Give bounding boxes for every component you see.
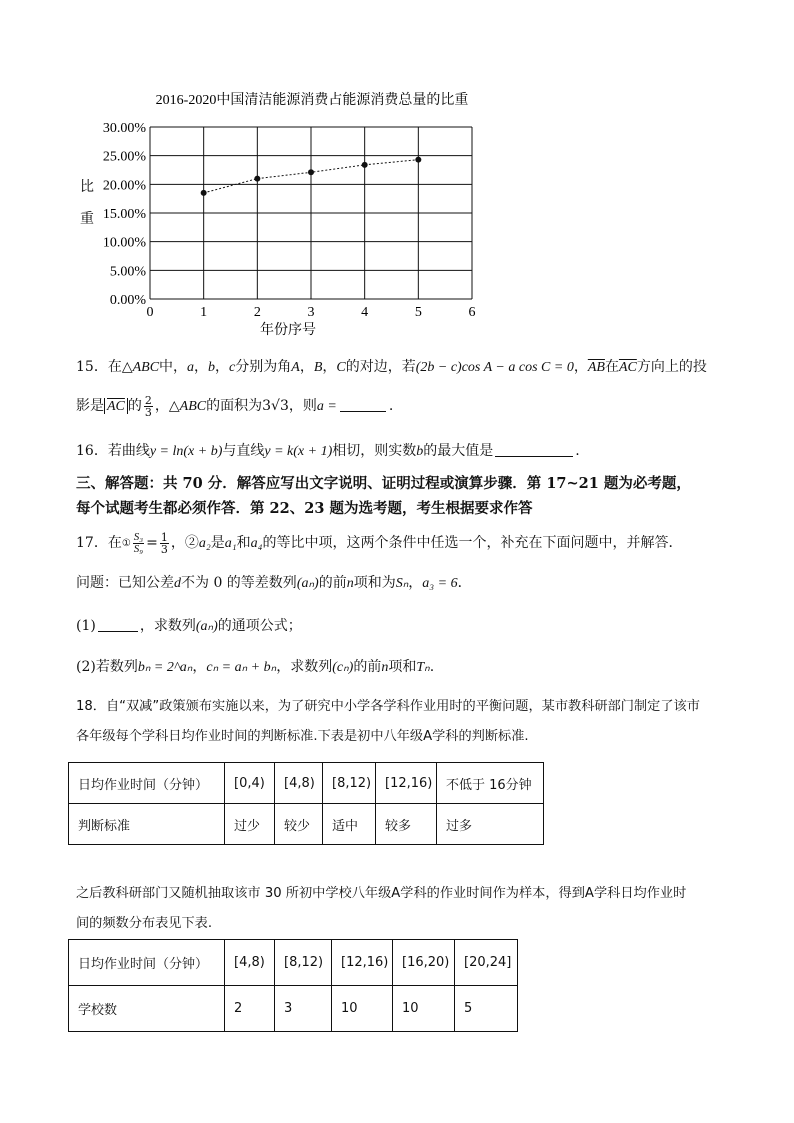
q17-frac-num: 1 xyxy=(160,530,168,544)
q15-abs-ac-vector: $\overline{AC}$ xyxy=(107,399,125,414)
q17-text: 17．在 xyxy=(76,535,122,551)
q15-var-b: b xyxy=(208,360,216,375)
q17-text: ． xyxy=(457,575,472,591)
y-tick-label: 10.00% xyxy=(102,235,146,251)
q15-frac-den: 3 xyxy=(144,405,152,419)
x-tick-label: 5 xyxy=(414,305,422,320)
q15-var-c: c xyxy=(229,360,236,375)
table-cell: [16,20) xyxy=(393,940,455,986)
y-axis-label-char-2: 重 xyxy=(80,212,94,227)
q18-line-3: 之后教科研部门又随机抽取该市 30 所初中学校八年级A学科的作业时间作为样本，得到A学科日均作业时 xyxy=(76,886,687,901)
q17-text: 项和 xyxy=(388,659,417,675)
chart-title: 2016-2020中国清洁能源消费占能源消费总量的比重 xyxy=(155,93,469,108)
q17-text: . xyxy=(429,659,435,675)
q18-line-1: 18．自“双减”政策颁布实施以来，为了研究中小学各学科作业用时的平衡问题，某市教科研部门制定了该市 xyxy=(76,699,700,714)
q16-text: 16．若曲线 xyxy=(76,443,150,459)
frequency-table xyxy=(68,939,518,1032)
q17-cn: cₙ = aₙ + bₙ xyxy=(206,660,277,675)
table-cell: [12,16) xyxy=(376,763,437,804)
q15-var-a: a xyxy=(187,360,195,375)
q15-text: ，△ xyxy=(154,398,180,414)
q15-text: 在 xyxy=(604,359,619,375)
q16-line-equation: y = k(x + 1) xyxy=(264,444,333,459)
q17-a4: a₄ xyxy=(250,536,263,551)
q16-var-b: b xyxy=(416,444,424,459)
q17-var-d: d xyxy=(174,576,181,591)
table-cell: 2 xyxy=(225,986,275,1032)
q15-vector-ac: $\overline{AC}$ xyxy=(618,360,637,375)
q15-condition: (2b − c)cos A − a cos C = 0 xyxy=(415,360,574,375)
q16-text: 的最大值是 xyxy=(423,443,494,459)
table-cell: 学校数 xyxy=(69,986,225,1032)
criteria-table xyxy=(68,762,544,845)
q17-text: 和 xyxy=(236,535,251,551)
table-row xyxy=(69,763,544,804)
table-row xyxy=(69,986,518,1032)
q15-text: ， xyxy=(573,359,588,375)
y-axis-ticks xyxy=(103,121,147,308)
table-cell: 5 xyxy=(455,986,518,1032)
q17-part-1 xyxy=(76,616,302,637)
q17-text: (1) xyxy=(76,618,96,634)
q15-frac-num: 2 xyxy=(144,393,152,407)
table-cell: 10 xyxy=(332,986,393,1032)
q15-text: 分别为角 xyxy=(235,359,292,375)
table-cell: 适中 xyxy=(323,804,376,845)
q17-condition-1-marker: ① xyxy=(121,538,131,549)
q15-area: 3√3 xyxy=(262,398,289,414)
y-tick-label: 0.00% xyxy=(109,293,146,308)
table-cell: [0,4) xyxy=(225,763,275,804)
q17-text: ， xyxy=(170,535,185,551)
q17-var-n: n xyxy=(381,660,389,675)
q15-text: ，则 xyxy=(288,398,317,414)
q17-text: 项和为 xyxy=(353,575,396,591)
q15-angle-a: A xyxy=(291,360,300,375)
table-cell: 10 xyxy=(393,986,455,1032)
q17-s-ratio xyxy=(133,532,144,555)
table-cell: [4,8) xyxy=(275,763,323,804)
q17-text: ，求数列 xyxy=(276,659,333,675)
q17-s9: S₉ xyxy=(133,542,144,555)
data-point xyxy=(254,176,260,182)
q15-text: 影是 xyxy=(76,398,104,414)
q17-text: ， xyxy=(192,659,207,675)
q15-fraction xyxy=(144,395,153,418)
q17-text: ，求数列 xyxy=(139,618,196,634)
table-cell: [8,12) xyxy=(323,763,376,804)
q17-text: 问题：已知公差 xyxy=(76,575,174,591)
table-cell: [4,8) xyxy=(225,940,275,986)
table-cell: 日均作业时间（分钟） xyxy=(69,940,225,986)
q17-text: = xyxy=(146,535,158,551)
q15-line-1 xyxy=(76,357,707,378)
q15-text: 中， xyxy=(159,359,188,375)
table-cell: 不低于 16分钟 xyxy=(437,763,544,804)
q15-answer-blank[interactable] xyxy=(340,397,386,412)
q17-condition-2-marker: ② xyxy=(184,535,199,551)
q15-text: 方向上的投 xyxy=(636,359,707,375)
chart-grid xyxy=(150,127,472,299)
table-cell: 日均作业时间（分钟） xyxy=(69,763,225,804)
y-tick-label: 25.00% xyxy=(102,149,146,165)
q17-tn: Tₙ xyxy=(416,660,430,675)
q17-text: 的前 xyxy=(318,575,347,591)
q17-var-n: n xyxy=(346,576,354,591)
q16-curve: y = ln(x + b) xyxy=(149,444,223,459)
q15-text: . xyxy=(388,398,394,414)
q17-one-third xyxy=(160,532,169,555)
q15-text: 的对边，若 xyxy=(345,359,416,375)
q17-problem xyxy=(76,573,472,594)
q17-text: 的前 xyxy=(353,659,382,675)
table-cell: 过多 xyxy=(437,804,544,845)
x-tick-label: 0 xyxy=(146,305,154,320)
table-cell: 较多 xyxy=(376,804,437,845)
q16-text: 相切，则实数 xyxy=(332,443,417,459)
q16-text: . xyxy=(575,443,580,459)
q15-text: 的面积为 xyxy=(206,398,263,414)
q15-text: 15．在△ xyxy=(76,359,133,375)
x-axis-ticks xyxy=(147,305,476,320)
q17-seq-cn: (cₙ) xyxy=(332,660,354,675)
q15-angle-b: B xyxy=(313,360,323,375)
q17-sn: Sₙ xyxy=(395,576,409,591)
q15-text: ， xyxy=(299,359,314,375)
q17-text: 的等比中项，这两个条件中任选一个，补充在下面问题中，并解答． xyxy=(262,535,683,551)
table-cell: [20,24] xyxy=(455,940,518,986)
y-tick-label: 30.00% xyxy=(102,121,146,136)
q15-triangle: ABC xyxy=(179,399,207,414)
q17-frac-den: 3 xyxy=(160,542,168,556)
q17-text: 是 xyxy=(210,535,225,551)
q17-text: (2)若数列 xyxy=(76,659,138,675)
q15-text: ， xyxy=(194,359,209,375)
q15-text: ， xyxy=(322,359,337,375)
x-tick-label: 2 xyxy=(253,305,261,320)
q17-text: 不为 0 的等差数列 xyxy=(181,575,297,591)
q17-line-1 xyxy=(76,530,682,557)
q16-answer-blank[interactable] xyxy=(495,442,573,457)
y-tick-label: 15.00% xyxy=(102,207,146,222)
x-tick-label: 4 xyxy=(361,305,369,320)
q18-line-2: 各年级每个学科日均作业时间的判断标准.下表是初中八年级A学科的判断标准. xyxy=(76,729,529,744)
data-point xyxy=(362,162,368,168)
section-3-heading-line-2: 每个试题考生都必须作答．第 22、23 题为选考题，考生根据要求作答 xyxy=(76,500,533,517)
q17-part-1-blank[interactable] xyxy=(98,617,138,632)
table-cell: 过少 xyxy=(225,804,275,845)
table-cell: [12,16) xyxy=(332,940,393,986)
energy-share-chart xyxy=(60,82,500,344)
q17-seq-an: (aₙ) xyxy=(195,619,218,634)
x-axis-label: 年份序号 xyxy=(260,323,316,338)
y-tick-label: 5.00% xyxy=(109,264,146,280)
table-cell: 判断标准 xyxy=(69,804,225,845)
table-row xyxy=(69,940,518,986)
q17-bn: bₙ = 2^aₙ xyxy=(137,660,193,675)
q15-triangle: ABC xyxy=(132,360,160,375)
q15-angle-c: C xyxy=(336,360,346,375)
q17-a3: a₃ = 6 xyxy=(422,576,458,591)
q15-answer-var: a = xyxy=(316,399,337,414)
x-tick-label: 1 xyxy=(200,305,208,320)
data-point xyxy=(308,169,314,175)
y-axis-label-char-1: 比 xyxy=(80,180,94,195)
q16-line xyxy=(76,441,580,462)
q15-text: 的 xyxy=(127,398,142,414)
q17-a1: a₁ xyxy=(224,536,237,551)
q17-text: ， xyxy=(408,575,423,591)
q17-s3: S₃ xyxy=(133,530,144,543)
table-cell: [8,12) xyxy=(275,940,332,986)
q17-text: 的通项公式； xyxy=(217,618,302,634)
q15-line-2 xyxy=(76,392,393,421)
q18-line-4: 间的频数分布表见下表. xyxy=(76,916,213,931)
q15-vector-ab: $\overline{AB}$ xyxy=(587,360,605,375)
q17-part-2 xyxy=(76,657,434,678)
section-3-heading-line-1: 三、解答题：共 70 分．解答应写出文字说明、证明过程或演算步骤．第 17~21 题为必考题， xyxy=(76,475,691,492)
q16-text: 与直线 xyxy=(222,443,265,459)
q15-abs-ac xyxy=(104,398,128,414)
table-cell: 3 xyxy=(275,986,332,1032)
data-point xyxy=(201,190,207,196)
table-cell: 较少 xyxy=(275,804,323,845)
q17-a2: a₂ xyxy=(198,536,211,551)
q15-text: ， xyxy=(215,359,230,375)
y-tick-label: 20.00% xyxy=(102,178,146,194)
q17-seq-an: (aₙ) xyxy=(296,576,319,591)
x-tick-label: 3 xyxy=(307,305,315,320)
x-tick-label: 6 xyxy=(468,305,476,320)
data-point xyxy=(415,157,421,163)
table-row xyxy=(69,804,544,845)
